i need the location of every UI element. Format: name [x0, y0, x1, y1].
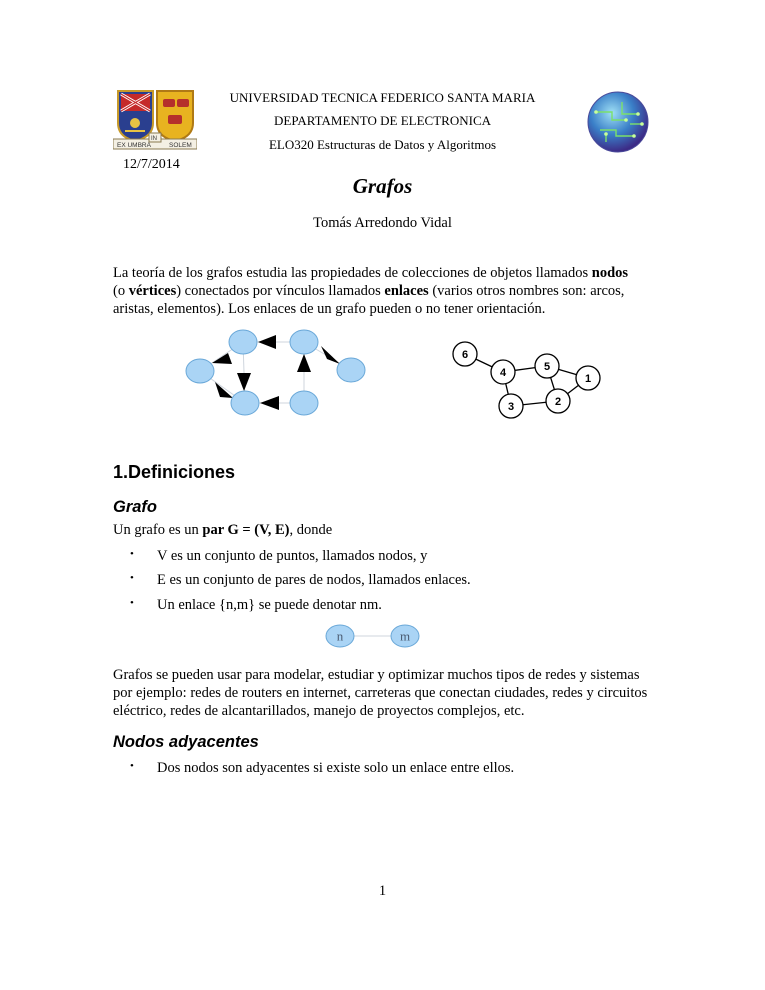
- intro-bold-nodos: nodos: [591, 265, 629, 281]
- node-label-4: 4: [499, 367, 507, 379]
- logo-ribbon-left: EX UMBRA: [117, 142, 151, 149]
- node-label-6: 6: [461, 349, 469, 361]
- directed-graph-figure: [180, 326, 370, 418]
- bullet-text: E es un conjunto de pares de nodos, llamados enlaces.: [157, 572, 471, 588]
- page-number: 1: [378, 883, 387, 899]
- arrow-f: [297, 354, 311, 372]
- arrow-g: [237, 373, 251, 391]
- header-date: 12/7/2014: [123, 157, 180, 172]
- grafo-def-bold: par G = (V, E): [202, 522, 290, 538]
- arrow-e: [260, 396, 279, 410]
- header-department: DEPARTAMENTO DE ELECTRONICA: [273, 113, 491, 128]
- arrow-b: [258, 335, 276, 349]
- subheading-nodos-adyacentes: Nodos adyacentes: [113, 733, 259, 751]
- node-label-3: 3: [507, 401, 515, 413]
- bullet-dot: •: [130, 572, 134, 584]
- intro-text-4: (varios otros nombres son: arcos, aristas, elementos). Los enlaces de un grafo pueden o no tener orientación.: [113, 283, 625, 317]
- nm-edge-figure: [322, 624, 422, 648]
- logo-ribbon-center: IN: [151, 136, 157, 142]
- node-label-5: 5: [543, 361, 551, 373]
- page-title: Grafos: [352, 174, 413, 198]
- bullet-dot: •: [130, 760, 134, 772]
- grafo-definition: [113, 522, 332, 539]
- intro-text-2: (o: [113, 283, 129, 299]
- bullet-text: Un enlace {n,m} se puede denotar nm.: [157, 597, 382, 613]
- intro-text-1: La teoría de los grafos estudia las propiedades de colecciones de objetos llamados: [113, 265, 592, 281]
- intro-bold-enlaces: enlaces: [384, 283, 429, 299]
- intro-bold-vertices: vértices: [128, 283, 177, 299]
- header-course: ELO320 Estructuras de Datos y Algoritmos: [268, 137, 497, 152]
- node-label-n: n: [336, 628, 344, 644]
- bullet-dot: •: [130, 548, 134, 560]
- intro-paragraph: [113, 264, 648, 318]
- grafo-def-text-2: , donde: [289, 522, 333, 538]
- numbered-graph-figure: [446, 340, 606, 420]
- node-label-1: 1: [584, 373, 592, 385]
- arrow-d: [215, 382, 233, 398]
- node-label-m: m: [399, 628, 411, 644]
- header-university: UNIVERSIDAD TECNICA FEDERICO SANTA MARIA: [229, 90, 536, 105]
- node-label-2: 2: [554, 396, 562, 408]
- section-heading-definiciones: 1.Definiciones: [113, 462, 236, 482]
- bullet-dot: •: [130, 597, 134, 609]
- subheading-grafo: Grafo: [113, 498, 158, 516]
- arrow-a: [212, 353, 232, 364]
- grafo-def-text-1: Un grafo es un: [113, 522, 203, 538]
- circuit-globe-logo: [586, 90, 650, 154]
- usage-paragraph: Grafos se pueden usar para modelar, estudiar y optimizar muchos tipos de redes y sistemas por ejemplo: redes de routers en internet, carreteras que conectan ciudades, redes y circuitos eléctrico, redes de alcantarillados, manejo de proyectos complejos, etc.: [113, 667, 648, 719]
- logo-ribbon-right: SOLEM: [169, 142, 192, 149]
- bullet-text: V es un conjunto de puntos, llamados nodos, y: [157, 548, 428, 564]
- author: Tomás Arredondo Vidal: [313, 215, 452, 231]
- intro-text-3: ) conectados por vínculos llamados: [176, 283, 385, 299]
- bullet-text: Dos nodos son adyacentes si existe solo un enlace entre ellos.: [157, 760, 515, 776]
